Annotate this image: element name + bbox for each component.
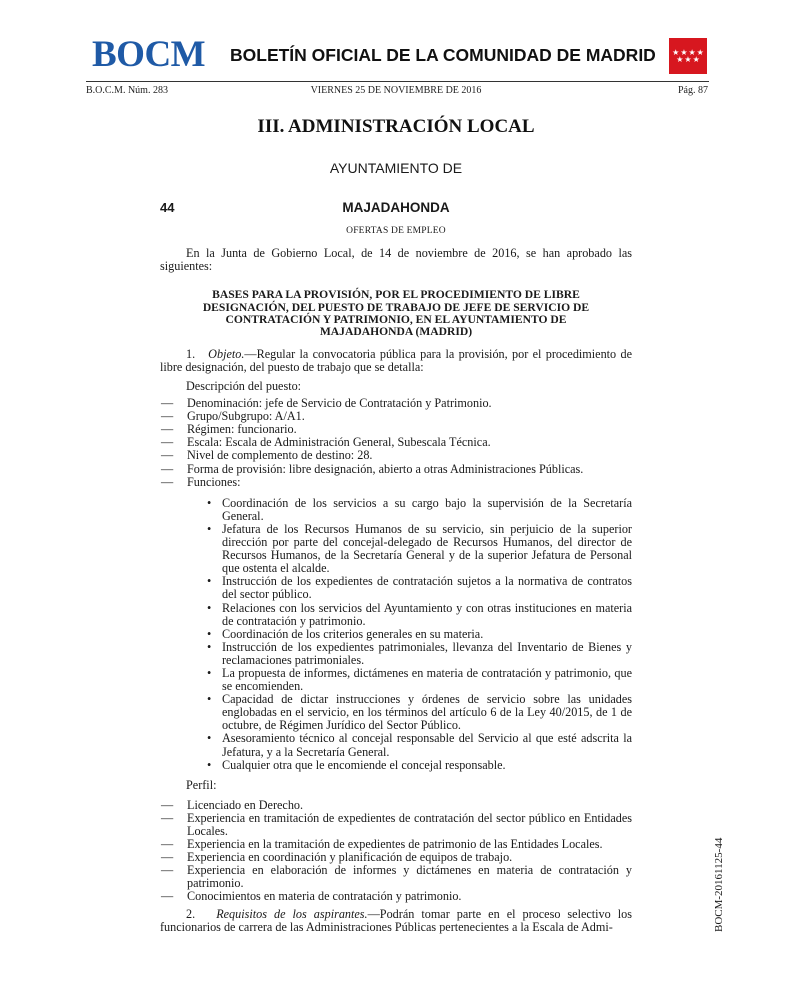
list-item: • Instrucción de los expedientes patrimoniales, llevanza del Inventario de Bienes y reclamaciones patrimoniales. (207, 639, 632, 667)
list-item: • Coordinación de los servicios a su cargo bajo la supervisión de la Secretaría General. (207, 495, 632, 523)
article-1-heading: Objeto. (208, 346, 245, 361)
list-item: • Relaciones con los servicios del Ayuntamiento y con otras instituciones en materia de contratación y patrimonio. (207, 600, 632, 628)
issue-date: VIERNES 25 DE NOVIEMBRE DE 2016 (310, 85, 482, 96)
article-1 (160, 348, 632, 374)
list-item: — Conocimientos en materia de contratación y patrimonio. (161, 889, 462, 904)
ayuntamiento-label: AYUNTAMIENTO DE (329, 160, 463, 176)
masthead-title: BOLETÍN OFICIAL DE LA COMUNIDAD DE MADRID (230, 45, 656, 65)
page-number: Pág. 87 (678, 85, 708, 96)
funciones-list (160, 497, 632, 772)
list-item: • Coordinación de los criterios generales en su materia. (207, 626, 484, 641)
article-2-number: 2. (186, 906, 196, 921)
list-item: • Instrucción de los expedientes de contratación sujetos a la normativa de contratos del sector público. (207, 574, 632, 602)
list-item: — Denominación: jefe de Servicio de Contratación y Patrimonio. (161, 396, 492, 411)
list-item: — Experiencia en la tramitación de expedientes de patrimonio de las Entidades Locales. (161, 837, 603, 852)
article-2 (160, 908, 632, 934)
descripcion-label: Descripción del puesto: (186, 379, 302, 393)
perfil-list (160, 799, 632, 904)
list-item: • Cualquier otra que le encomiende el concejal responsable. (207, 757, 506, 772)
list-item: — Funciones: (161, 474, 241, 489)
bases-title: BASES PARA LA PROVISIÓN, POR EL PROCEDIMIENTO DE LIBRE DESIGNACIÓN, DEL PUESTO DE TRABAJO DE JEFE DE SERVICIO DE CONTRATACIÓN Y PATRIMONIO, EN EL AYUNTAMIENTO DE MAJADAHONDA (MADRID) (202, 288, 590, 339)
article-1-text: —Regular la convocatoria pública para la provisión, por el procedimiento de libre designación, del puesto de trabajo que se detalla: (160, 346, 632, 374)
article-1-number: 1. (186, 346, 196, 361)
header-rule (86, 81, 709, 82)
document-body (160, 247, 632, 934)
list-item: — Experiencia en coordinación y planificación de equipos de trabajo. (161, 850, 513, 865)
article-2-heading: Requisitos de los aspirantes. (216, 906, 368, 921)
list-item: — Nivel de complemento de destino: 28. (161, 448, 373, 463)
list-item: — Licenciado en Derecho. (161, 797, 304, 812)
list-item: • Capacidad de dictar instrucciones y órdenes de servicio sobre las unidades englobadas en el servicio, en los términos del artículo 6 de la Ley 40/2015, de 1 de octubre, de Régimen Jurídico del Sector Público. (207, 692, 632, 733)
list-item: • Jefatura de los Recursos Humanos de su servicio, sin perjuicio de la superior dirección por parte del concejal-delegado de Recursos Humanos, del director de Recursos Humanos, de la Secretaría General y de la superior Jefatura de Personal que ostenta el alcalde. (207, 521, 632, 576)
list-item: — Grupo/Subgrupo: A/A1. (161, 409, 305, 424)
list-item: — Experiencia en tramitación de expedientes de contratación del sector público en Entidades Locales. (161, 810, 632, 838)
bocm-logo: BOCM (92, 34, 206, 75)
list-item: — Escala: Escala de Administración General, Subescala Técnica. (161, 435, 491, 450)
issue-number: B.O.C.M. Núm. 283 (86, 85, 168, 96)
list-item: • La propuesta de informes, dictámenes en materia de contratación y patrimonio, que se encomienden. (207, 665, 632, 694)
list-item: — Experiencia en elaboración de informes y dictámenes en materia de contratación y patrimonio. (161, 863, 632, 891)
document-code: BOCM-20161125-44 (713, 837, 725, 932)
perfil-label: Perfil: (186, 777, 217, 792)
madrid-flag-icon: ★ ★ ★ ★ ★ ★ ★ (669, 38, 707, 74)
section-title: III. ADMINISTRACIÓN LOCAL (257, 116, 535, 137)
descripcion-list (160, 397, 632, 489)
announcement-subtitle: OFERTAS DE EMPLEO (346, 226, 446, 236)
list-item: — Forma de provisión: libre designación, abierto a otras Administraciones Públicas. (161, 461, 584, 476)
list-item: • Asesoramiento técnico al concejal responsable del Servicio al que esté adscrita la Jefatura, y a la Secretaría General. (207, 731, 632, 759)
article-2-text: —Podrán tomar parte en el proceso selectivo los funcionarios de carrera de las Administraciones Públicas pertenecientes a la Escala de Admi- (160, 906, 632, 934)
municipality-name: MAJADAHONDA (342, 200, 450, 215)
announcement-number: 44 (160, 200, 175, 215)
list-item: — Régimen: funcionario. (161, 422, 297, 437)
intro-paragraph: En la Junta de Gobierno Local, de 14 de noviembre de 2016, se han aprobado las siguientes: (160, 246, 632, 274)
